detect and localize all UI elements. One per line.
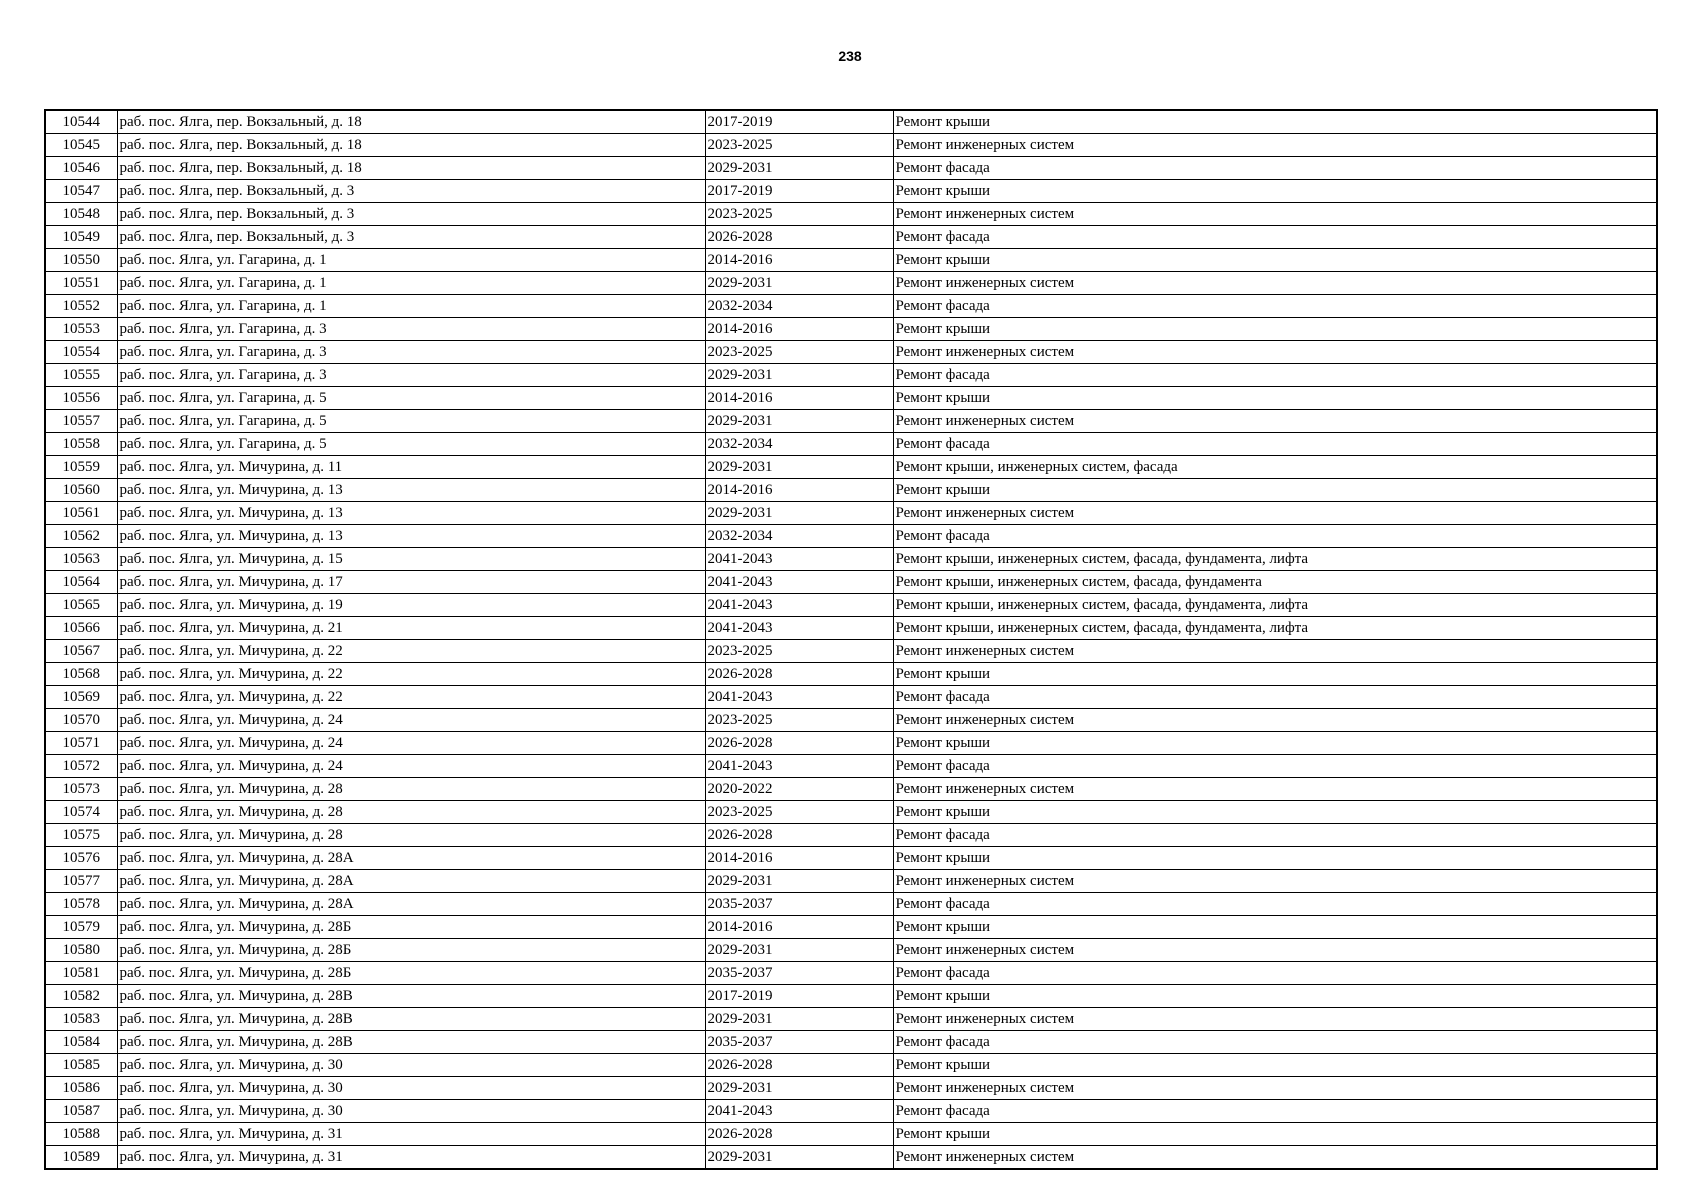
address-cell: раб. пос. Ялга, ул. Мичурина, д. 22 xyxy=(117,686,705,709)
period-cell: 2029-2031 xyxy=(705,456,893,479)
row-number-cell: 10548 xyxy=(45,203,117,226)
period-cell: 2041-2043 xyxy=(705,755,893,778)
row-number-cell: 10568 xyxy=(45,663,117,686)
work-type-cell: Ремонт крыши xyxy=(893,847,1657,870)
address-cell: раб. пос. Ялга, ул. Мичурина, д. 24 xyxy=(117,709,705,732)
row-number-cell: 10546 xyxy=(45,157,117,180)
table-row xyxy=(45,732,1657,755)
address-cell: раб. пос. Ялга, ул. Мичурина, д. 31 xyxy=(117,1123,705,1146)
work-type-cell: Ремонт крыши, инженерных систем, фасада, фундамента, лифта xyxy=(893,617,1657,640)
period-cell: 2023-2025 xyxy=(705,801,893,824)
row-number-cell: 10560 xyxy=(45,479,117,502)
table-row xyxy=(45,870,1657,893)
row-number-cell: 10571 xyxy=(45,732,117,755)
work-type-cell: Ремонт крыши xyxy=(893,1054,1657,1077)
row-number-cell: 10554 xyxy=(45,341,117,364)
row-number-cell: 10545 xyxy=(45,134,117,157)
work-type-cell: Ремонт крыши xyxy=(893,801,1657,824)
row-number-cell: 10565 xyxy=(45,594,117,617)
row-number-cell: 10557 xyxy=(45,410,117,433)
address-cell: раб. пос. Ялга, ул. Мичурина, д. 28 xyxy=(117,801,705,824)
work-type-cell: Ремонт крыши xyxy=(893,387,1657,410)
table-row xyxy=(45,1123,1657,1146)
work-type-cell: Ремонт крыши xyxy=(893,479,1657,502)
period-cell: 2026-2028 xyxy=(705,1054,893,1077)
work-type-cell: Ремонт инженерных систем xyxy=(893,410,1657,433)
work-type-cell: Ремонт инженерных систем xyxy=(893,939,1657,962)
work-type-cell: Ремонт крыши xyxy=(893,916,1657,939)
row-number-cell: 10583 xyxy=(45,1008,117,1031)
period-cell: 2041-2043 xyxy=(705,548,893,571)
address-cell: раб. пос. Ялга, ул. Мичурина, д. 28 xyxy=(117,824,705,847)
address-cell: раб. пос. Ялга, ул. Мичурина, д. 28Б xyxy=(117,916,705,939)
row-number-cell: 10559 xyxy=(45,456,117,479)
work-type-cell: Ремонт инженерных систем xyxy=(893,272,1657,295)
period-cell: 2023-2025 xyxy=(705,203,893,226)
row-number-cell: 10567 xyxy=(45,640,117,663)
row-number-cell: 10550 xyxy=(45,249,117,272)
period-cell: 2026-2028 xyxy=(705,824,893,847)
address-cell: раб. пос. Ялга, ул. Гагарина, д. 5 xyxy=(117,410,705,433)
work-type-cell: Ремонт инженерных систем xyxy=(893,709,1657,732)
period-cell: 2029-2031 xyxy=(705,157,893,180)
address-cell: раб. пос. Ялга, ул. Мичурина, д. 28А xyxy=(117,847,705,870)
address-cell: раб. пос. Ялга, ул. Мичурина, д. 28В xyxy=(117,985,705,1008)
table-row xyxy=(45,663,1657,686)
work-type-cell: Ремонт крыши xyxy=(893,663,1657,686)
address-cell: раб. пос. Ялга, ул. Гагарина, д. 1 xyxy=(117,249,705,272)
row-number-cell: 10562 xyxy=(45,525,117,548)
address-cell: раб. пос. Ялга, ул. Мичурина, д. 28А xyxy=(117,893,705,916)
period-cell: 2029-2031 xyxy=(705,364,893,387)
page-number: 238 xyxy=(838,48,862,64)
period-cell: 2014-2016 xyxy=(705,387,893,410)
period-cell: 2017-2019 xyxy=(705,110,893,134)
row-number-cell: 10572 xyxy=(45,755,117,778)
table-row xyxy=(45,1077,1657,1100)
address-cell: раб. пос. Ялга, ул. Гагарина, д. 1 xyxy=(117,272,705,295)
work-type-cell: Ремонт крыши, инженерных систем, фасада, фундамента, лифта xyxy=(893,594,1657,617)
row-number-cell: 10566 xyxy=(45,617,117,640)
period-cell: 2026-2028 xyxy=(705,663,893,686)
table-row xyxy=(45,341,1657,364)
row-number-cell: 10589 xyxy=(45,1146,117,1170)
row-number-cell: 10551 xyxy=(45,272,117,295)
period-cell: 2026-2028 xyxy=(705,1123,893,1146)
row-number-cell: 10561 xyxy=(45,502,117,525)
row-number-cell: 10581 xyxy=(45,962,117,985)
table-row xyxy=(45,686,1657,709)
period-cell: 2029-2031 xyxy=(705,1077,893,1100)
work-type-cell: Ремонт инженерных систем xyxy=(893,134,1657,157)
period-cell: 2023-2025 xyxy=(705,134,893,157)
work-type-cell: Ремонт инженерных систем xyxy=(893,870,1657,893)
address-cell: раб. пос. Ялга, ул. Мичурина, д. 28 xyxy=(117,778,705,801)
address-cell: раб. пос. Ялга, пер. Вокзальный, д. 18 xyxy=(117,110,705,134)
period-cell: 2026-2028 xyxy=(705,226,893,249)
table-row xyxy=(45,1100,1657,1123)
period-cell: 2014-2016 xyxy=(705,249,893,272)
address-cell: раб. пос. Ялга, ул. Гагарина, д. 5 xyxy=(117,433,705,456)
table-row xyxy=(45,640,1657,663)
address-cell: раб. пос. Ялга, ул. Гагарина, д. 1 xyxy=(117,295,705,318)
work-type-cell: Ремонт фасада xyxy=(893,295,1657,318)
table-row xyxy=(45,295,1657,318)
address-cell: раб. пос. Ялга, ул. Мичурина, д. 28А xyxy=(117,870,705,893)
address-cell: раб. пос. Ялга, ул. Мичурина, д. 17 xyxy=(117,571,705,594)
period-cell: 2014-2016 xyxy=(705,479,893,502)
work-type-cell: Ремонт фасада xyxy=(893,525,1657,548)
work-type-cell: Ремонт фасада xyxy=(893,157,1657,180)
period-cell: 2032-2034 xyxy=(705,525,893,548)
address-cell: раб. пос. Ялга, ул. Гагарина, д. 3 xyxy=(117,341,705,364)
table-row xyxy=(45,985,1657,1008)
address-cell: раб. пос. Ялга, ул. Мичурина, д. 15 xyxy=(117,548,705,571)
period-cell: 2023-2025 xyxy=(705,640,893,663)
row-number-cell: 10549 xyxy=(45,226,117,249)
period-cell: 2029-2031 xyxy=(705,272,893,295)
address-cell: раб. пос. Ялга, пер. Вокзальный, д. 3 xyxy=(117,203,705,226)
address-cell: раб. пос. Ялга, ул. Мичурина, д. 13 xyxy=(117,525,705,548)
address-cell: раб. пос. Ялга, ул. Гагарина, д. 3 xyxy=(117,364,705,387)
work-type-cell: Ремонт фасада xyxy=(893,893,1657,916)
address-cell: раб. пос. Ялга, ул. Мичурина, д. 30 xyxy=(117,1077,705,1100)
table-row xyxy=(45,456,1657,479)
table-row xyxy=(45,318,1657,341)
table-row xyxy=(45,525,1657,548)
period-cell: 2032-2034 xyxy=(705,433,893,456)
work-type-cell: Ремонт фасада xyxy=(893,824,1657,847)
row-number-cell: 10585 xyxy=(45,1054,117,1077)
period-cell: 2029-2031 xyxy=(705,1146,893,1170)
work-type-cell: Ремонт фасада xyxy=(893,686,1657,709)
table-row xyxy=(45,617,1657,640)
work-type-cell: Ремонт фасада xyxy=(893,364,1657,387)
table-row xyxy=(45,1054,1657,1077)
table-row xyxy=(45,134,1657,157)
work-type-cell: Ремонт крыши xyxy=(893,732,1657,755)
table-row xyxy=(45,272,1657,295)
work-type-cell: Ремонт фасада xyxy=(893,226,1657,249)
table-row xyxy=(45,1008,1657,1031)
address-cell: раб. пос. Ялга, ул. Мичурина, д. 31 xyxy=(117,1146,705,1170)
work-type-cell: Ремонт фасада xyxy=(893,1100,1657,1123)
work-type-cell: Ремонт крыши, инженерных систем, фасада xyxy=(893,456,1657,479)
table-row xyxy=(45,571,1657,594)
work-type-cell: Ремонт инженерных систем xyxy=(893,1008,1657,1031)
table-row xyxy=(45,778,1657,801)
period-cell: 2035-2037 xyxy=(705,962,893,985)
work-type-cell: Ремонт инженерных систем xyxy=(893,341,1657,364)
work-type-cell: Ремонт фасада xyxy=(893,962,1657,985)
table-row xyxy=(45,916,1657,939)
row-number-cell: 10573 xyxy=(45,778,117,801)
work-type-cell: Ремонт крыши, инженерных систем, фасада, фундамента xyxy=(893,571,1657,594)
address-cell: раб. пос. Ялга, ул. Мичурина, д. 13 xyxy=(117,479,705,502)
period-cell: 2029-2031 xyxy=(705,410,893,433)
address-cell: раб. пос. Ялга, ул. Мичурина, д. 22 xyxy=(117,663,705,686)
table-row xyxy=(45,962,1657,985)
address-cell: раб. пос. Ялга, ул. Мичурина, д. 24 xyxy=(117,732,705,755)
work-type-cell: Ремонт крыши xyxy=(893,1123,1657,1146)
table-row xyxy=(45,1146,1657,1170)
row-number-cell: 10579 xyxy=(45,916,117,939)
period-cell: 2029-2031 xyxy=(705,870,893,893)
period-cell: 2029-2031 xyxy=(705,939,893,962)
address-cell: раб. пос. Ялга, ул. Мичурина, д. 11 xyxy=(117,456,705,479)
table-row xyxy=(45,847,1657,870)
period-cell: 2014-2016 xyxy=(705,916,893,939)
period-cell: 2041-2043 xyxy=(705,1100,893,1123)
period-cell: 2023-2025 xyxy=(705,341,893,364)
address-cell: раб. пос. Ялга, ул. Мичурина, д. 28В xyxy=(117,1008,705,1031)
repair-schedule-table xyxy=(44,109,1658,1170)
address-cell: раб. пос. Ялга, ул. Мичурина, д. 30 xyxy=(117,1100,705,1123)
period-cell: 2017-2019 xyxy=(705,985,893,1008)
row-number-cell: 10563 xyxy=(45,548,117,571)
row-number-cell: 10575 xyxy=(45,824,117,847)
address-cell: раб. пос. Ялга, пер. Вокзальный, д. 3 xyxy=(117,226,705,249)
table-row xyxy=(45,939,1657,962)
table-row xyxy=(45,110,1657,134)
work-type-cell: Ремонт инженерных систем xyxy=(893,640,1657,663)
period-cell: 2035-2037 xyxy=(705,1031,893,1054)
table-body xyxy=(45,110,1657,1169)
row-number-cell: 10555 xyxy=(45,364,117,387)
work-type-cell: Ремонт крыши xyxy=(893,318,1657,341)
table-row xyxy=(45,824,1657,847)
address-cell: раб. пос. Ялга, пер. Вокзальный, д. 18 xyxy=(117,134,705,157)
row-number-cell: 10587 xyxy=(45,1100,117,1123)
work-type-cell: Ремонт фасада xyxy=(893,433,1657,456)
table-row xyxy=(45,433,1657,456)
table-row xyxy=(45,226,1657,249)
table-row xyxy=(45,755,1657,778)
work-type-cell: Ремонт инженерных систем xyxy=(893,1077,1657,1100)
period-cell: 2023-2025 xyxy=(705,709,893,732)
period-cell: 2029-2031 xyxy=(705,1008,893,1031)
table-row xyxy=(45,364,1657,387)
work-type-cell: Ремонт инженерных систем xyxy=(893,778,1657,801)
address-cell: раб. пос. Ялга, ул. Мичурина, д. 13 xyxy=(117,502,705,525)
table-row xyxy=(45,180,1657,203)
row-number-cell: 10578 xyxy=(45,893,117,916)
address-cell: раб. пос. Ялга, ул. Мичурина, д. 24 xyxy=(117,755,705,778)
work-type-cell: Ремонт фасада xyxy=(893,1031,1657,1054)
period-cell: 2014-2016 xyxy=(705,318,893,341)
row-number-cell: 10552 xyxy=(45,295,117,318)
row-number-cell: 10570 xyxy=(45,709,117,732)
table-row xyxy=(45,801,1657,824)
work-type-cell: Ремонт крыши xyxy=(893,249,1657,272)
period-cell: 2026-2028 xyxy=(705,732,893,755)
address-cell: раб. пос. Ялга, ул. Мичурина, д. 30 xyxy=(117,1054,705,1077)
work-type-cell: Ремонт крыши xyxy=(893,985,1657,1008)
period-cell: 2041-2043 xyxy=(705,686,893,709)
table-row xyxy=(45,387,1657,410)
period-cell: 2020-2022 xyxy=(705,778,893,801)
work-type-cell: Ремонт инженерных систем xyxy=(893,203,1657,226)
address-cell: раб. пос. Ялга, ул. Мичурина, д. 22 xyxy=(117,640,705,663)
row-number-cell: 10580 xyxy=(45,939,117,962)
work-type-cell: Ремонт крыши xyxy=(893,180,1657,203)
work-type-cell: Ремонт фасада xyxy=(893,755,1657,778)
row-number-cell: 10582 xyxy=(45,985,117,1008)
row-number-cell: 10569 xyxy=(45,686,117,709)
row-number-cell: 10588 xyxy=(45,1123,117,1146)
table-row xyxy=(45,548,1657,571)
work-type-cell: Ремонт крыши xyxy=(893,110,1657,134)
address-cell: раб. пос. Ялга, ул. Мичурина, д. 28Б xyxy=(117,939,705,962)
period-cell: 2041-2043 xyxy=(705,571,893,594)
work-type-cell: Ремонт крыши, инженерных систем, фасада, фундамента, лифта xyxy=(893,548,1657,571)
table-row xyxy=(45,203,1657,226)
table-row xyxy=(45,479,1657,502)
table-row xyxy=(45,157,1657,180)
address-cell: раб. пос. Ялга, ул. Гагарина, д. 5 xyxy=(117,387,705,410)
period-cell: 2014-2016 xyxy=(705,847,893,870)
address-cell: раб. пос. Ялга, пер. Вокзальный, д. 18 xyxy=(117,157,705,180)
table-row xyxy=(45,893,1657,916)
period-cell: 2032-2034 xyxy=(705,295,893,318)
row-number-cell: 10586 xyxy=(45,1077,117,1100)
row-number-cell: 10574 xyxy=(45,801,117,824)
period-cell: 2017-2019 xyxy=(705,180,893,203)
row-number-cell: 10564 xyxy=(45,571,117,594)
address-cell: раб. пос. Ялга, ул. Гагарина, д. 3 xyxy=(117,318,705,341)
table-row xyxy=(45,502,1657,525)
address-cell: раб. пос. Ялга, пер. Вокзальный, д. 3 xyxy=(117,180,705,203)
address-cell: раб. пос. Ялга, ул. Мичурина, д. 21 xyxy=(117,617,705,640)
row-number-cell: 10544 xyxy=(45,110,117,134)
row-number-cell: 10553 xyxy=(45,318,117,341)
table-row xyxy=(45,1031,1657,1054)
table-row xyxy=(45,249,1657,272)
period-cell: 2041-2043 xyxy=(705,594,893,617)
address-cell: раб. пос. Ялга, ул. Мичурина, д. 28В xyxy=(117,1031,705,1054)
work-type-cell: Ремонт инженерных систем xyxy=(893,1146,1657,1170)
table-row xyxy=(45,709,1657,732)
table-row xyxy=(45,594,1657,617)
address-cell: раб. пос. Ялга, ул. Мичурина, д. 19 xyxy=(117,594,705,617)
row-number-cell: 10584 xyxy=(45,1031,117,1054)
row-number-cell: 10558 xyxy=(45,433,117,456)
work-type-cell: Ремонт инженерных систем xyxy=(893,502,1657,525)
table-row xyxy=(45,410,1657,433)
address-cell: раб. пос. Ялга, ул. Мичурина, д. 28Б xyxy=(117,962,705,985)
row-number-cell: 10576 xyxy=(45,847,117,870)
row-number-cell: 10577 xyxy=(45,870,117,893)
period-cell: 2035-2037 xyxy=(705,893,893,916)
period-cell: 2041-2043 xyxy=(705,617,893,640)
period-cell: 2029-2031 xyxy=(705,502,893,525)
row-number-cell: 10556 xyxy=(45,387,117,410)
row-number-cell: 10547 xyxy=(45,180,117,203)
